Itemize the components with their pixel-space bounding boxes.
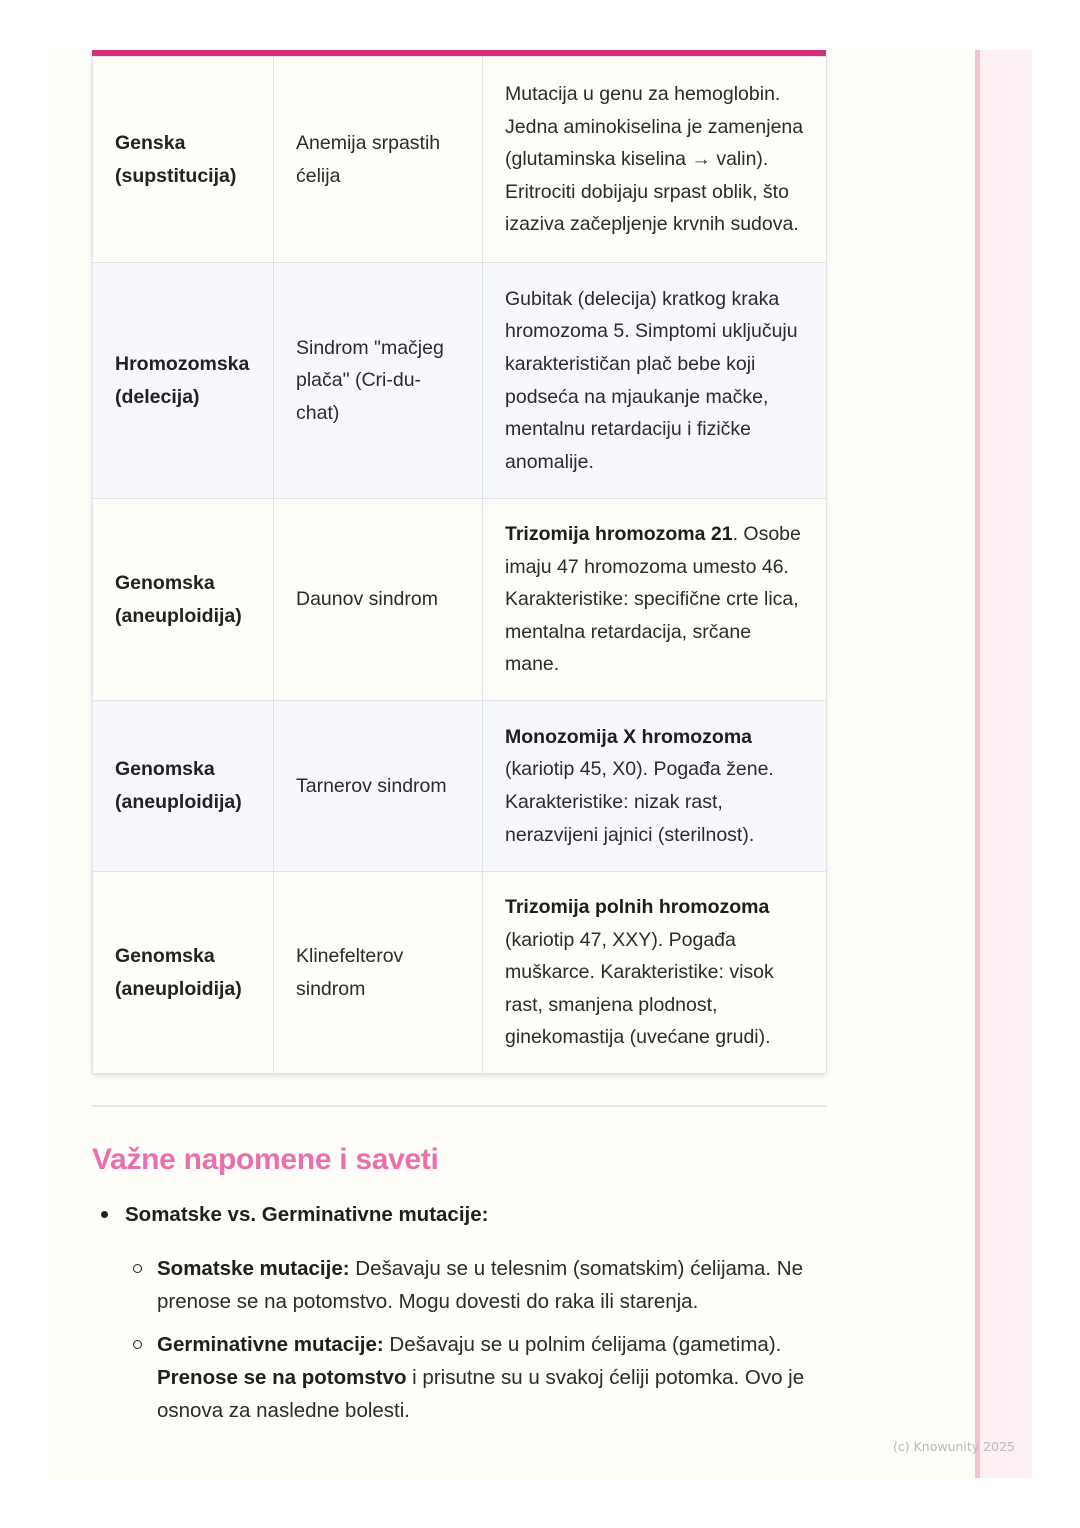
sub-item-bold: Germinativne mutacije: <box>157 1333 384 1356</box>
bullet-dot-icon <box>101 1211 108 1218</box>
example-cell: Sindrom "mačjeg plača" (Cri-du-chat) <box>274 263 483 499</box>
sub-item-bold-2: Prenose se na potomstvo <box>157 1366 407 1389</box>
page-margin-line <box>975 50 980 1478</box>
mutation-type-cell: Genska (supstitucija) <box>93 57 274 263</box>
description-text: . Osobe imaju 47 hromozoma umesto 46. Karakteristike: specifične crte lica, mentalna retardacija, srčane mane. <box>505 523 801 676</box>
description-cell <box>483 499 827 701</box>
mutations-table-grid <box>92 56 827 1074</box>
example-cell: Tarnerov sindrom <box>274 701 483 872</box>
table-row <box>93 872 827 1074</box>
mutation-type-cell: Genomska (aneuploidija) <box>93 872 274 1074</box>
example-cell: Klinefelterov sindrom <box>274 872 483 1074</box>
table-row <box>93 499 827 701</box>
description-text: (kariotip 47, XXY). Pogađa muškarce. Karakteristike: visok rast, smanjena plodnost, ginekomastija (uvećane grudi). <box>505 928 774 1049</box>
description-cell <box>483 263 827 499</box>
list-item <box>92 1198 832 1231</box>
table-row <box>93 57 827 263</box>
sub-item-text-2: i prisutne su u svakoj ćeliji potomka. Ovo je osnova za nasledne bolesti. <box>157 1366 805 1422</box>
mutation-type-cell: Hromozomska (delecija) <box>93 263 274 499</box>
mutations-table <box>92 50 826 1074</box>
table-row <box>93 263 827 499</box>
page-margin-band <box>975 50 1032 1478</box>
sub-item-bold: Somatske mutacije: <box>157 1257 350 1280</box>
section-title: Važne napomene i saveti <box>92 1143 439 1176</box>
mutation-type-cell: Genomska (aneuploidija) <box>93 701 274 872</box>
mutation-type-cell: Genomska (aneuploidija) <box>93 499 274 701</box>
bullet-circle-icon <box>133 1340 142 1349</box>
section-divider <box>92 1105 827 1107</box>
description-text: Gubitak (delecija) kratkog kraka hromozoma 5. Simptomi uključuju karakterističan plač bebe koji podseća na mjaukanje mačke, mentalnu retardaciju i fizičke anomalije. <box>505 287 798 473</box>
bullet-circle-icon <box>133 1264 142 1273</box>
description-cell <box>483 57 827 263</box>
sub-list-item <box>92 1328 832 1427</box>
description-cell <box>483 701 827 872</box>
sub-list-item <box>92 1252 832 1318</box>
table-row <box>93 701 827 872</box>
description-bold: Trizomija polnih hromozoma <box>505 896 770 919</box>
description-bold: Monozomija X hromozoma <box>505 725 753 748</box>
example-cell: Anemija srpastih ćelija <box>274 57 483 263</box>
sub-item-text: Dešavaju se u polnim ćelijama (gametima). <box>383 1333 782 1356</box>
sub-item-text: Dešavaju se u telesnim (somatskim) ćelijama. Ne prenose se na potomstvo. Mogu dovesti do raka ili starenja. <box>157 1257 803 1313</box>
sub-list <box>92 1252 832 1427</box>
example-cell: Daunov sindrom <box>274 499 483 701</box>
description-text: (kariotip 45, X0). Pogađa žene. Karakteristike: nizak rast, nerazvijeni jajnici (sterilnost). <box>505 758 774 846</box>
description-cell <box>483 872 827 1074</box>
description-bold: Trizomija hromozoma 21 <box>505 523 733 546</box>
list-item-heading: Somatske vs. Germinativne mutacije: <box>125 1203 489 1226</box>
description-text: Mutacija u genu za hemoglobin. Jedna aminokiselina je zamenjena (glutaminska kiselina → valin). Eritrociti dobijaju srpast oblik, što izaziva začepljenje krvnih sudova. <box>505 83 804 236</box>
copyright-watermark: (c) Knowunity 2025 <box>893 1439 1015 1454</box>
notes-list <box>92 1198 832 1437</box>
